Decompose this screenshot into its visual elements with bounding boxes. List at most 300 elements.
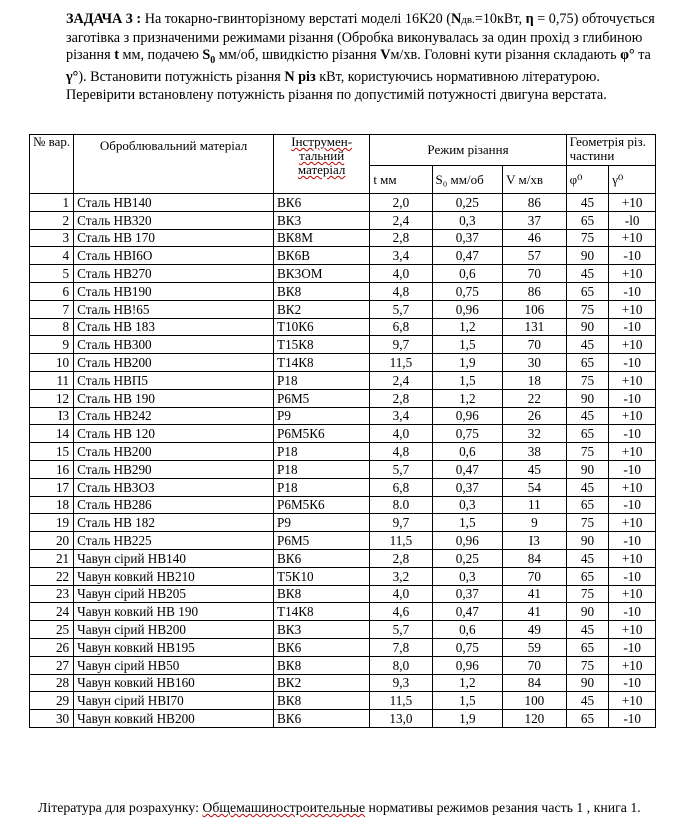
cell-material: Сталь НВ!65: [74, 300, 274, 318]
cell-gamma: -10: [609, 638, 656, 656]
cell-v: 38: [503, 443, 567, 461]
cell-material: Сталь НВ270: [74, 265, 274, 283]
cell-v: 37: [503, 211, 567, 229]
nriz-symbol: N різ: [284, 69, 316, 86]
table-row: [30, 603, 656, 621]
v-symbol: V: [380, 47, 391, 63]
cell-material: Сталь НВ 120: [74, 425, 274, 443]
cell-gamma: -10: [609, 460, 656, 478]
cell-tool: ВК3: [274, 211, 370, 229]
footer-source: Общемашиностроительные: [202, 800, 366, 815]
cell-gamma: +10: [609, 656, 656, 674]
cell-phi: 90: [566, 460, 609, 478]
cell-v: 18: [503, 371, 567, 389]
cell-s0: 0,96: [432, 656, 503, 674]
task-text: = 0,75) обточується заготівка з призначеними режимами різання (Обробка виконувалась за один прохід з глибиною різання: [66, 11, 655, 63]
table-row: [30, 282, 656, 300]
cell-gamma: -10: [609, 425, 656, 443]
cell-material: Сталь НВ3ОЗ: [74, 478, 274, 496]
cell-phi: 45: [566, 194, 609, 212]
cell-phi: 75: [566, 514, 609, 532]
cell-s0: 1,9: [432, 710, 503, 728]
cell-material: Чавун ковкий НВ160: [74, 674, 274, 692]
cell-gamma: -10: [609, 354, 656, 372]
cell-v: 70: [503, 656, 567, 674]
table-row: [30, 247, 656, 265]
table-row: [30, 211, 656, 229]
cell-tool: Р6М5К6: [274, 425, 370, 443]
cell-material: Чавун сірий НВ50: [74, 656, 274, 674]
cell-variant-no: 27: [30, 656, 74, 674]
cell-variant-no: 14: [30, 425, 74, 443]
cell-t: 8.0: [370, 496, 432, 514]
cell-gamma: +10: [609, 443, 656, 461]
cell-variant-no: 25: [30, 621, 74, 639]
cell-tool: ВК6В: [274, 247, 370, 265]
cell-tool: ВК2: [274, 300, 370, 318]
cell-s0: 0,47: [432, 247, 503, 265]
cell-phi: 45: [566, 336, 609, 354]
table-row: [30, 443, 656, 461]
cell-material: Чавун ковкий НВ 190: [74, 603, 274, 621]
cell-material: Сталь НВП5: [74, 371, 274, 389]
header-s0: S₀ мм/об: [432, 166, 503, 194]
cell-tool: ВК2: [274, 674, 370, 692]
table-row: [30, 496, 656, 514]
cell-phi: 75: [566, 656, 609, 674]
cell-v: 41: [503, 603, 567, 621]
cell-t: 3,4: [370, 407, 432, 425]
cell-gamma: -10: [609, 674, 656, 692]
cell-s0: 0,47: [432, 460, 503, 478]
cell-v: 54: [503, 478, 567, 496]
task-text: мм, подачею: [118, 47, 203, 63]
cell-tool: ВК6: [274, 194, 370, 212]
table-row: [30, 656, 656, 674]
cell-v: 11: [503, 496, 567, 514]
cell-t: 8,0: [370, 656, 432, 674]
cell-variant-no: 9: [30, 336, 74, 354]
cell-s0: 1,9: [432, 354, 503, 372]
cell-phi: 90: [566, 389, 609, 407]
cell-tool: ВК6: [274, 710, 370, 728]
cell-material: Чавун ковкий НВ195: [74, 638, 274, 656]
cell-phi: 45: [566, 692, 609, 710]
footer-prefix: Література для розрахунку:: [38, 800, 203, 815]
table-row: [30, 354, 656, 372]
cell-tool: Т14К8: [274, 354, 370, 372]
cell-tool: Р9: [274, 514, 370, 532]
cell-v: 84: [503, 549, 567, 567]
cell-v: 100: [503, 692, 567, 710]
cell-t: 5,7: [370, 621, 432, 639]
cell-variant-no: 19: [30, 514, 74, 532]
cell-t: 6,8: [370, 318, 432, 336]
cell-gamma: -10: [609, 247, 656, 265]
cell-s0: 0,37: [432, 229, 503, 247]
cell-s0: 1,5: [432, 371, 503, 389]
gamma-symbol: γ°: [66, 69, 79, 86]
cell-tool: Т5К10: [274, 567, 370, 585]
cell-gamma: +10: [609, 194, 656, 212]
cell-t: 11,5: [370, 532, 432, 550]
cell-material: Чавун сірий НВI70: [74, 692, 274, 710]
cell-v: 120: [503, 710, 567, 728]
cell-s0: 1,5: [432, 514, 503, 532]
cell-s0: 0,25: [432, 549, 503, 567]
cell-v: 59: [503, 638, 567, 656]
cell-variant-no: 15: [30, 443, 74, 461]
cell-phi: 75: [566, 443, 609, 461]
table-row: [30, 638, 656, 656]
cell-material: Сталь НВ 170: [74, 229, 274, 247]
cell-variant-no: 10: [30, 354, 74, 372]
cell-s0: 0,25: [432, 194, 503, 212]
phi-symbol: φ°: [620, 47, 635, 63]
cell-variant-no: 12: [30, 389, 74, 407]
header-phi: φ⁰: [566, 166, 609, 194]
table-row: [30, 425, 656, 443]
cell-phi: 45: [566, 549, 609, 567]
cell-t: 2,8: [370, 389, 432, 407]
cell-material: Чавун ковкий НВ210: [74, 567, 274, 585]
cell-t: 5,7: [370, 460, 432, 478]
cell-v: 41: [503, 585, 567, 603]
cell-s0: 0,96: [432, 407, 503, 425]
cell-s0: 0,6: [432, 265, 503, 283]
cell-variant-no: 21: [30, 549, 74, 567]
cell-phi: 65: [566, 425, 609, 443]
cell-material: Чавун сірий НВ205: [74, 585, 274, 603]
cell-s0: 1,2: [432, 674, 503, 692]
task-text: На токарно-гвинторізному верстаті моделі 16К20 (: [141, 11, 452, 27]
cell-phi: 90: [566, 603, 609, 621]
cell-material: Сталь НВ300: [74, 336, 274, 354]
cell-v: 70: [503, 265, 567, 283]
cell-phi: 90: [566, 532, 609, 550]
cell-variant-no: 23: [30, 585, 74, 603]
cell-tool: Р6М5: [274, 532, 370, 550]
cell-gamma: +10: [609, 300, 656, 318]
cell-tool: Т15К8: [274, 336, 370, 354]
table-header-row: [30, 135, 656, 166]
cell-t: 2,8: [370, 229, 432, 247]
cell-s0: 0,3: [432, 211, 503, 229]
cell-tool: ВК8: [274, 692, 370, 710]
task-title: ЗАДАЧА 3 :: [66, 11, 142, 27]
cell-t: 13,0: [370, 710, 432, 728]
cell-variant-no: 30: [30, 710, 74, 728]
cell-gamma: +10: [609, 336, 656, 354]
cell-phi: 45: [566, 478, 609, 496]
cell-gamma: +10: [609, 229, 656, 247]
table-row: [30, 585, 656, 603]
table-row: [30, 265, 656, 283]
table-row: [30, 532, 656, 550]
cell-v: 45: [503, 460, 567, 478]
header-gamma: γ⁰: [609, 166, 656, 194]
cell-material: Сталь НВ225: [74, 532, 274, 550]
cell-s0: 0,37: [432, 585, 503, 603]
cell-s0: 0,3: [432, 567, 503, 585]
cell-variant-no: 3: [30, 229, 74, 247]
cell-material: Сталь НВ200: [74, 443, 274, 461]
cell-v: 46: [503, 229, 567, 247]
table-row: [30, 710, 656, 728]
cell-tool: Р18: [274, 478, 370, 496]
cell-gamma: +10: [609, 407, 656, 425]
task-text: кВт, користуючись нормативною літературою. Перевірити встановлену потужність різання по допустимій потужності двигуна верстата.: [66, 69, 607, 103]
cell-t: 11,5: [370, 692, 432, 710]
cell-gamma: +10: [609, 585, 656, 603]
cell-material: Сталь НВ200: [74, 354, 274, 372]
table-row: [30, 229, 656, 247]
cell-t: 9,7: [370, 336, 432, 354]
table-row: [30, 478, 656, 496]
header-tool-material: Інструмен-тальний матеріал: [274, 135, 370, 194]
cell-t: 2,8: [370, 549, 432, 567]
cell-tool: Р6М5К6: [274, 496, 370, 514]
cell-v: 70: [503, 567, 567, 585]
header-cutting-mode: Режим різання: [370, 135, 566, 166]
cell-material: Сталь НВ 190: [74, 389, 274, 407]
cell-phi: 90: [566, 674, 609, 692]
cell-phi: 45: [566, 407, 609, 425]
cell-variant-no: I3: [30, 407, 74, 425]
cell-variant-no: 4: [30, 247, 74, 265]
table-row: [30, 300, 656, 318]
cell-variant-no: 8: [30, 318, 74, 336]
cell-material: Сталь НВ190: [74, 282, 274, 300]
cell-v: 106: [503, 300, 567, 318]
cell-variant-no: 11: [30, 371, 74, 389]
cell-s0: 0,75: [432, 282, 503, 300]
table-row: [30, 371, 656, 389]
cell-variant-no: 17: [30, 478, 74, 496]
table-row: [30, 318, 656, 336]
cell-t: 4,0: [370, 265, 432, 283]
cell-gamma: +10: [609, 478, 656, 496]
cell-gamma: +10: [609, 371, 656, 389]
cell-variant-no: 24: [30, 603, 74, 621]
cell-s0: 0,37: [432, 478, 503, 496]
cell-phi: 65: [566, 354, 609, 372]
cell-phi: 90: [566, 318, 609, 336]
cell-v: 86: [503, 194, 567, 212]
cell-gamma: +10: [609, 692, 656, 710]
table-row: [30, 514, 656, 532]
cell-variant-no: 6: [30, 282, 74, 300]
table-row: [30, 621, 656, 639]
cell-phi: 45: [566, 621, 609, 639]
cell-s0: 0,47: [432, 603, 503, 621]
cell-variant-no: 7: [30, 300, 74, 318]
cell-t: 4,0: [370, 425, 432, 443]
cell-tool: ВК8М: [274, 229, 370, 247]
cell-v: 22: [503, 389, 567, 407]
table-row: [30, 460, 656, 478]
header-t: t мм: [370, 166, 432, 194]
cell-gamma: -l0: [609, 211, 656, 229]
cell-phi: 65: [566, 638, 609, 656]
cell-material: Сталь НВ140: [74, 194, 274, 212]
cell-v: 9: [503, 514, 567, 532]
cell-t: 9,3: [370, 674, 432, 692]
cell-variant-no: 29: [30, 692, 74, 710]
cell-t: 5,7: [370, 300, 432, 318]
table-row: [30, 549, 656, 567]
cell-s0: 0,96: [432, 532, 503, 550]
header-geometry: Геометрія різ. частини: [566, 135, 655, 166]
cell-material: Чавун сірий НВ140: [74, 549, 274, 567]
cell-tool: Р6М5: [274, 389, 370, 407]
cell-phi: 65: [566, 496, 609, 514]
cell-tool: ВК8: [274, 585, 370, 603]
cell-t: 4,8: [370, 282, 432, 300]
cell-material: Сталь НВ320: [74, 211, 274, 229]
table-row: [30, 336, 656, 354]
cell-tool: ВК6: [274, 638, 370, 656]
literature-note: [38, 799, 658, 816]
cell-phi: 65: [566, 282, 609, 300]
cell-s0: 0,3: [432, 496, 503, 514]
cell-material: Сталь НВ242: [74, 407, 274, 425]
cell-gamma: +10: [609, 265, 656, 283]
cell-s0: 1,2: [432, 318, 503, 336]
cell-phi: 45: [566, 265, 609, 283]
cell-gamma: -10: [609, 532, 656, 550]
cell-tool: ВК3: [274, 621, 370, 639]
s0-symbol: $S_0$: [202, 47, 216, 66]
cell-material: Сталь НВ 182: [74, 514, 274, 532]
cell-t: 4,8: [370, 443, 432, 461]
cell-phi: 75: [566, 300, 609, 318]
cell-s0: 1,5: [432, 336, 503, 354]
cell-variant-no: 20: [30, 532, 74, 550]
cell-tool: ВК8: [274, 282, 370, 300]
eta-symbol: η: [525, 11, 534, 27]
cell-s0: 0,75: [432, 638, 503, 656]
cell-t: 2,0: [370, 194, 432, 212]
cell-material: Сталь НВ286: [74, 496, 274, 514]
table-row: [30, 692, 656, 710]
header-v: V м/хв: [503, 166, 567, 194]
task-text: та: [634, 47, 651, 63]
cell-t: 7,8: [370, 638, 432, 656]
cell-t: 4,6: [370, 603, 432, 621]
t-symbol: t: [114, 47, 119, 63]
cell-t: 3,2: [370, 567, 432, 585]
cell-phi: 75: [566, 585, 609, 603]
cell-phi: 65: [566, 211, 609, 229]
cell-phi: 65: [566, 567, 609, 585]
cell-gamma: -10: [609, 567, 656, 585]
cell-v: 86: [503, 282, 567, 300]
cell-v: 26: [503, 407, 567, 425]
cell-variant-no: 5: [30, 265, 74, 283]
cell-tool: Р9: [274, 407, 370, 425]
cell-variant-no: 22: [30, 567, 74, 585]
cell-gamma: +10: [609, 514, 656, 532]
cell-gamma: +10: [609, 549, 656, 567]
cell-v: I3: [503, 532, 567, 550]
cell-t: 2,4: [370, 211, 432, 229]
cell-v: 70: [503, 336, 567, 354]
cell-variant-no: 16: [30, 460, 74, 478]
cell-s0: 0,96: [432, 300, 503, 318]
cell-gamma: +10: [609, 621, 656, 639]
task-text: мм/об, швидкістю різання: [215, 47, 381, 63]
cell-t: 4,0: [370, 585, 432, 603]
cell-tool: ВК8: [274, 656, 370, 674]
cell-phi: 90: [566, 247, 609, 265]
cell-v: 57: [503, 247, 567, 265]
footer-suffix: нормативы режимов резания часть 1 , книга 1.: [365, 800, 641, 815]
cell-tool: Р18: [274, 460, 370, 478]
cell-material: Сталь НВI6О: [74, 247, 274, 265]
cell-s0: 1,2: [432, 389, 503, 407]
task-text: м/хв. Головні кути різання складають: [390, 47, 621, 63]
cell-variant-no: 1: [30, 194, 74, 212]
cell-gamma: -10: [609, 496, 656, 514]
cell-t: 2,4: [370, 371, 432, 389]
cell-s0: 0,6: [432, 443, 503, 461]
cell-v: 32: [503, 425, 567, 443]
cell-variant-no: 28: [30, 674, 74, 692]
cell-phi: 65: [566, 710, 609, 728]
task-statement: [66, 11, 662, 104]
cell-variant-no: 2: [30, 211, 74, 229]
cell-v: 131: [503, 318, 567, 336]
task-text: =10кВт,: [474, 11, 526, 27]
cell-phi: 75: [566, 371, 609, 389]
header-material: Оброблювальний матеріал: [74, 135, 274, 194]
cell-s0: 0,6: [432, 621, 503, 639]
cell-t: 3,4: [370, 247, 432, 265]
cell-tool: Т10К6: [274, 318, 370, 336]
cell-tool: Р18: [274, 371, 370, 389]
table-row: [30, 389, 656, 407]
cell-phi: 75: [566, 229, 609, 247]
cell-gamma: -10: [609, 710, 656, 728]
header-variant-no: № вар.: [30, 135, 74, 194]
table-row: [30, 194, 656, 212]
cell-material: Чавун сірий НВ200: [74, 621, 274, 639]
cell-t: 9,7: [370, 514, 432, 532]
cell-material: Чавун ковкий НВ200: [74, 710, 274, 728]
cell-tool: ВК6: [274, 549, 370, 567]
cell-gamma: -10: [609, 318, 656, 336]
table-row: [30, 567, 656, 585]
cell-gamma: -10: [609, 603, 656, 621]
ndv-symbol: Nдв.: [451, 11, 475, 27]
cell-s0: 1,5: [432, 692, 503, 710]
cell-tool: Т14К8: [274, 603, 370, 621]
cell-s0: 0,75: [432, 425, 503, 443]
cell-v: 30: [503, 354, 567, 372]
cell-gamma: -10: [609, 389, 656, 407]
variants-table: [29, 134, 656, 728]
task-text: ). Встановити потужність різання: [78, 69, 285, 86]
cell-variant-no: 26: [30, 638, 74, 656]
cell-t: 11,5: [370, 354, 432, 372]
cell-material: Сталь НВ 183: [74, 318, 274, 336]
cell-tool: Р18: [274, 443, 370, 461]
cell-variant-no: 18: [30, 496, 74, 514]
cell-material: Сталь НВ290: [74, 460, 274, 478]
table-row: [30, 674, 656, 692]
cell-gamma: -10: [609, 282, 656, 300]
